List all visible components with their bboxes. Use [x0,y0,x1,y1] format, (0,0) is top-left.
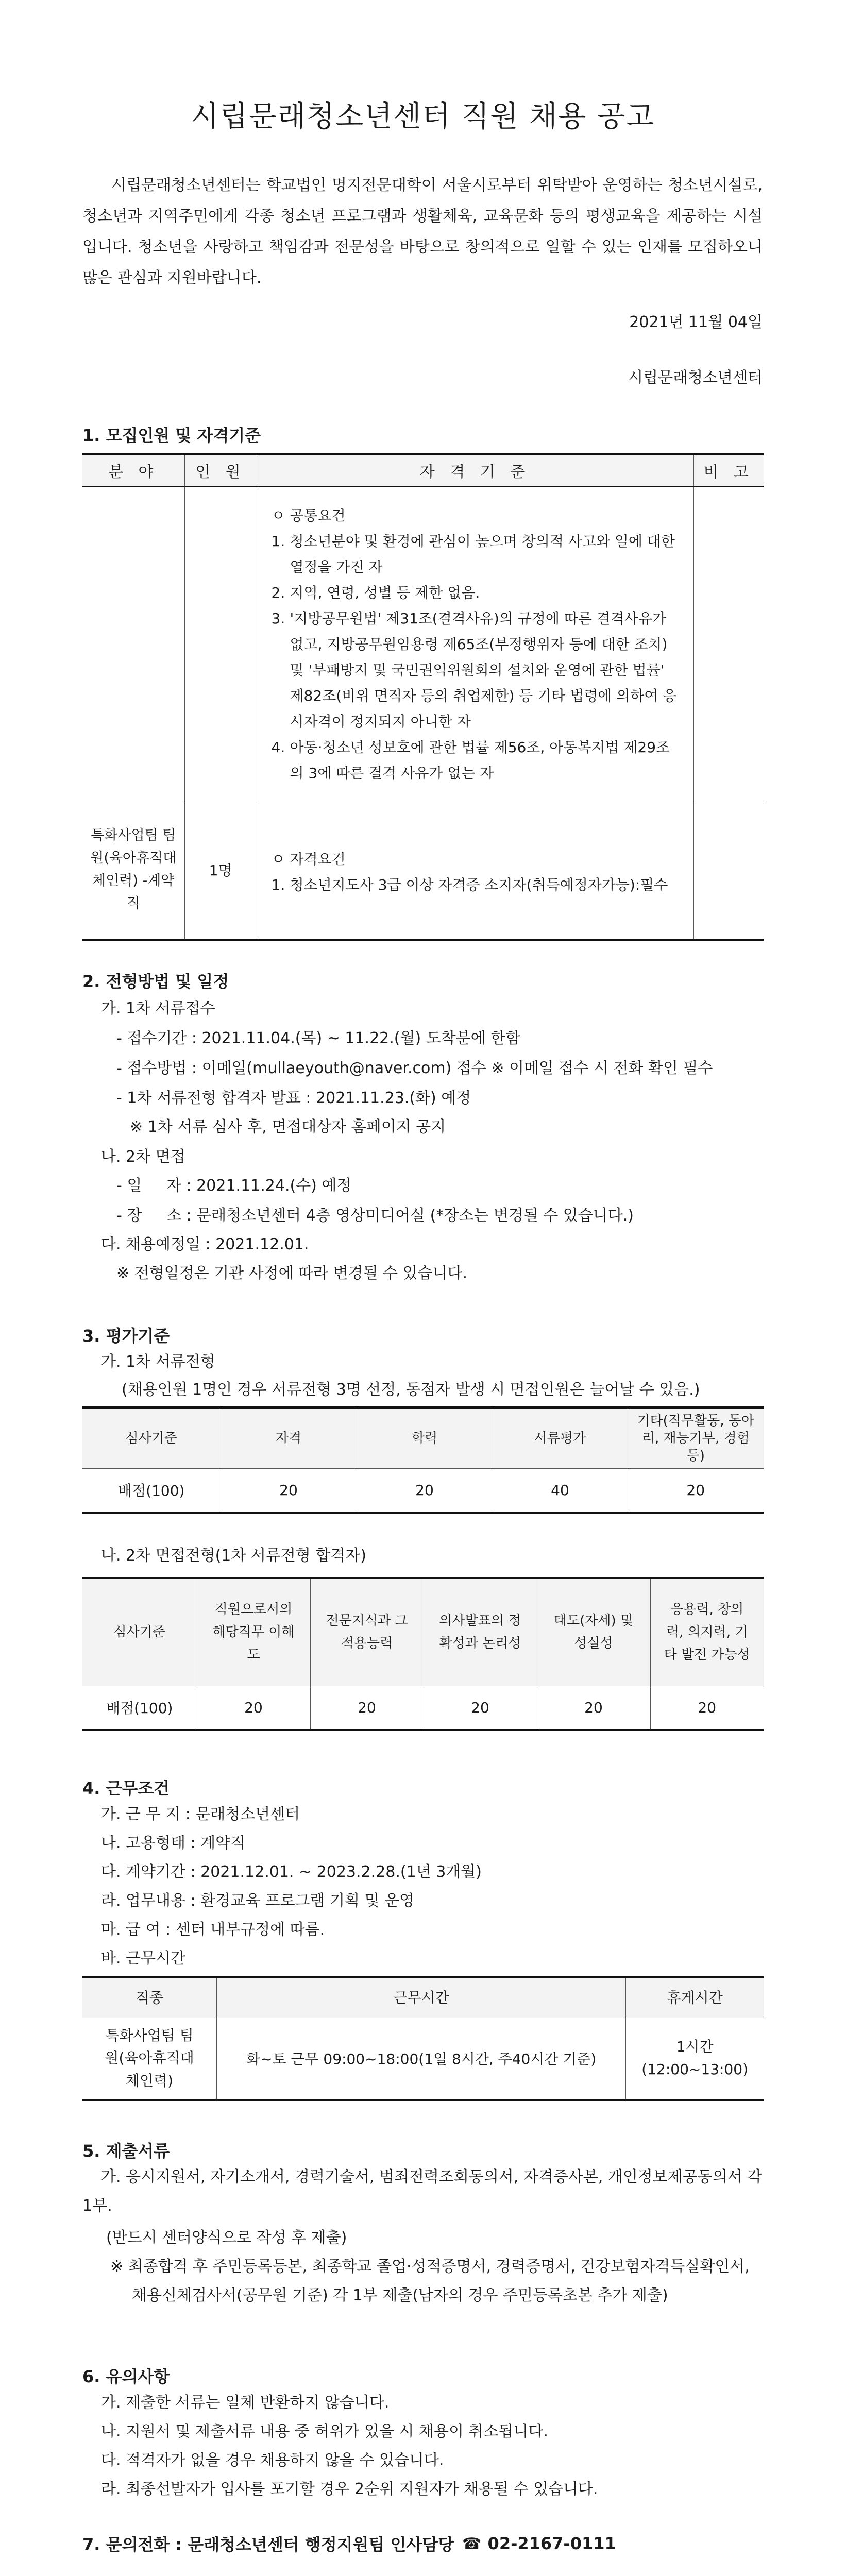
common-remarks-cell [693,486,764,801]
intro-paragraph: 시립문래청소년센터는 학교법인 명지전문대학이 서울시로부터 위탁받아 운영하는 청소년시설로, 청소년과 지역주민에게 각종 청소년 프로그램과 생활체육, 교육문화 등의 평생교육을 제공하는 시설입니다. 청소년을 사랑하고 책임감과 전문성을 바탕으로 창의적으로 일할 수 있는 인재를 모집하오니 많은 관심과 지원바랍니다. [82,176,763,287]
table-row-position [82,801,764,940]
work-hours-table [82,1976,764,2101]
table-row [82,1468,764,1513]
header-education: 학력 [357,1408,493,1468]
s4-line: 다. 계약기간 : 2021.12.01. ~ 2023.2.28.(1년 3개월) [101,1863,482,1881]
header-license: 자격 [221,1408,357,1468]
common-requirements-cell [257,486,693,801]
header-creativity: 응용력, 창의력, 의지력, 기타 발전 가능성 [650,1578,764,1686]
header-expertise: 전문지식과 그 적용능력 [310,1578,424,1686]
common-count-cell [184,486,257,801]
table-header-row [82,1578,764,1686]
qualification-title: ㅇ 자격요건 [271,851,346,868]
s2-line: 가. 1차 서류접수 [101,999,215,1018]
s2-line: - 1차 서류전형 합격자 발표 : 2021.11.23.(화) 예정 [116,1089,471,1107]
s2-line: - 장 소 : 문래청소년센터 4층 영상미디어실 (*장소는 변경될 수 있습니다.) [116,1207,634,1225]
header-criteria: 심사기준 [82,1408,221,1468]
position-count: 1명 [184,801,257,940]
s3-sub1: 가. 1차 서류전형 [101,1353,215,1371]
s6-line: 라. 최종선발자가 입사를 포기할 경우 2순위 지원자가 채용될 수 있습니다. [101,2480,598,2498]
score-cell: 20 [537,1686,650,1730]
score-cell: 20 [221,1468,357,1513]
score-cell: 20 [197,1686,310,1730]
s4-line: 마. 급 여 : 센터 내부규정에 따름. [101,1921,325,1939]
s2-line: - 접수방법 : 이메일(mullaeyouth@naver.com) 접수 ※ 이메일 접수 시 전화 확인 필수 [116,1059,713,1077]
s2-line: - 접수기간 : 2021.11.04.(목) ~ 11.22.(월) 도착분에 한함 [116,1029,521,1047]
header-attitude: 태도(자세) 및 성실성 [537,1578,650,1686]
page-title: 시립문래청소년센터 직원 채용 공고 [191,100,655,133]
s2-line: 나. 2차 면접 [101,1148,185,1166]
score-cell: 20 [424,1686,537,1730]
qualification-item: 1. 청소년지도사 3급 이상 자격증 소지자(취득예정자가능):필수 [271,876,668,894]
header-presentation: 의사발표의 정확성과 논리성 [424,1578,537,1686]
job-cell: 특화사업팀 팀원(육아휴직대체인력) [82,2018,217,2100]
header-etc: 기타(직무활동, 동아리, 재능기부, 경험 등) [628,1408,764,1468]
score-cell: 20 [357,1468,493,1513]
contact-phone: 02-2167-0111 [487,2534,616,2553]
section-1-heading: 1. 모집인원 및 자격기준 [82,426,261,445]
header-understanding: 직원으로서의 해당직무 이해도 [197,1578,310,1686]
score-cell: 20 [628,1468,764,1513]
s4-line: 라. 업무내용 : 환경교육 프로그램 기획 및 운영 [101,1892,415,1910]
common-field-cell [82,486,184,801]
table-header-row [82,454,764,486]
section-5-heading: 5. 제출서류 [82,2141,170,2161]
contact-label: 7. 문의전화 : 문래청소년센터 행정지원팀 인사담당 [82,2535,454,2554]
table-row [82,2018,764,2100]
header-job: 직종 [82,1977,217,2018]
break-cell: 1시간(12:00~13:00) [626,2018,764,2100]
table-header-row [82,1977,764,2018]
header-field: 분 야 [82,454,184,486]
s2-line: 다. 채용예정일 : 2021.12.01. [101,1235,309,1253]
hours-cell: 화~토 근무 09:00~18:00(1일 8시간, 주40시간 기준) [217,2018,626,2100]
header-count: 인 원 [184,454,257,486]
organization-name: 시립문래청소년센터 [628,369,763,387]
s5-line: (반드시 센터양식으로 작성 후 제출) [106,2229,347,2247]
s4-line: 나. 고용형태 : 계약직 [101,1834,246,1852]
header-qualification: 자 격 기 준 [257,454,693,486]
s2-line: ※ 전형일정은 기관 사정에 따라 변경될 수 있습니다. [116,1264,468,1282]
document-screening-table [82,1406,764,1514]
s6-line: 나. 지원서 및 제출서류 내용 중 허위가 있을 시 채용이 취소됩니다. [101,2422,548,2441]
common-item: 1. 청소년분야 및 환경에 관심이 높으며 창의적 사고와 일에 대한 열정을 가진 자 [271,532,675,575]
s6-line: 다. 적격자가 없을 경우 채용하지 않을 수 있습니다. [101,2451,444,2469]
interview-table [82,1577,764,1731]
header-criteria: 심사기준 [82,1578,197,1686]
s5-line: 가. 응시지원서, 자기소개서, 경력기술서, 범죄전력조회동의서, 자격증사본, 개인정보제공동의서 각 1부. [82,2168,763,2215]
common-requirements-title: ㅇ 공통요건 [271,506,346,524]
position-field: 특화사업팀 팀원(육아휴직대체인력) -계약직 [82,801,184,940]
header-break: 휴게시간 [626,1977,764,2018]
s2-line: ※ 1차 서류 심사 후, 면접대상자 홈페이지 공지 [130,1118,446,1136]
common-item: 4. 아동·청소년 성보호에 관한 법률 제56조, 아동복지법 제29조의 3에 따른 결격 사유가 없는 자 [271,738,670,782]
phone-icon: ☎ [462,2534,482,2553]
recruitment-table [82,453,764,941]
s6-line: 가. 제출한 서류는 일체 반환하지 않습니다. [101,2394,390,2412]
section-7-contact [82,2532,616,2555]
score-cell: 40 [493,1468,628,1513]
score-cell: 20 [310,1686,424,1730]
section-2-heading: 2. 전형방법 및 일정 [82,972,229,991]
common-item: 3. '지방공무원법' 제31조(결격사유)의 규정에 따른 결격사유가 없고, 지방공무원임용령 제65조(부정행위자 등에 대한 조치) 및 '부패방지 및 국민권익위원회의 설치와 운영에 관한 법률' 제82조(비위 면직자 등의 취업제한) 등 기타 법령에 의하여 응시자격이 정지되지 아니한 자 [271,609,677,730]
table-row [82,1686,764,1730]
score-cell: 20 [650,1686,764,1730]
header-document-eval: 서류평가 [493,1408,628,1468]
s2-line: - 일 자 : 2021.11.24.(수) 예정 [116,1177,352,1195]
section-3-heading: 3. 평가기준 [82,1326,170,1346]
s5-line: ※ 최종합격 후 주민등록등본, 최종학교 졸업·성적증명서, 경력증명서, 건강보험자격득실확인서, 채용신체검사서(공무원 기준) 각 1부 제출(남자의 경우 주민등록초본 추가 제출) [110,2258,750,2304]
s3-sub2: 나. 2차 면접전형(1차 서류전형 합격자) [101,1547,366,1565]
s4-line: 바. 근무시간 [101,1950,185,1968]
table-header-row [82,1408,764,1468]
header-hours: 근무시간 [217,1977,626,2018]
s4-line: 가. 근 무 지 : 문래청소년센터 [101,1805,300,1823]
notice-date: 2021년 11월 04일 [629,313,763,331]
s3-sub1-note: (채용인원 1명인 경우 서류전형 3명 선정, 동점자 발생 시 면접인원은 늘어날 수 있음.) [122,1381,700,1399]
table-row-common [82,486,764,801]
position-remarks-cell [693,801,764,940]
common-item: 2. 지역, 연령, 성별 등 제한 없음. [271,584,480,601]
position-requirements-cell [257,801,693,940]
score-label: 배점(100) [82,1686,197,1730]
score-label: 배점(100) [82,1468,221,1513]
header-remarks: 비 고 [693,454,764,486]
section-6-heading: 6. 유의사항 [82,2367,170,2386]
section-4-heading: 4. 근무조건 [82,1778,170,1798]
